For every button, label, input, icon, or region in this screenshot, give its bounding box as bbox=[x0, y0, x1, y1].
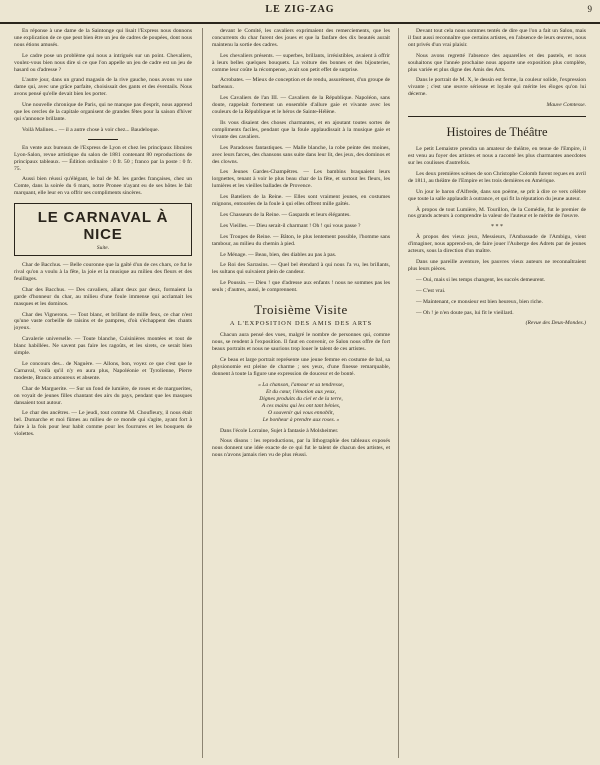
paragraph: — C'est vrai. bbox=[416, 287, 446, 294]
paragraph: — Oh ! je n'en doute pas, lui fit le vieillard. bbox=[416, 309, 514, 316]
verse-line: Dignes produits du ciel et de la terre, bbox=[259, 395, 343, 402]
verse-line: Et du cœur, l'émotion aux yeux, bbox=[265, 388, 336, 395]
article-title: LE CARNAVAL À NICE bbox=[37, 209, 169, 244]
section-stars: * * * bbox=[491, 224, 503, 231]
paragraph: devant le Comité, les cavaliers exprimaient des remerciements, que les concurrents du char furent des joues et que la fanfare des dix beautés aurait maintenu la sortie des cadres. bbox=[212, 28, 390, 48]
paragraph: Le char des ancêtres. — Le jeudi, tout comme M. Choufleury, il nous était bel. Dumarche et moi fûmes au milieu de ce monde qui s'agite, ayant fort à faire à la fois pour leur habit comme pour les fourrures et les bouquets de violettes. bbox=[14, 410, 192, 438]
source-signature: (Revue des Deux-Mondes.) bbox=[525, 320, 586, 327]
article-title: Troisième Visite bbox=[254, 302, 348, 318]
column-2 bbox=[212, 28, 390, 463]
paragraph: Devant tout cela nous sommes tentés de dire que l'on a fait un Salon, mais il faut aussi reconnaître que certains artistes, en l'absence de leurs œuvres, nous ont privés d'un vrai plaisir. bbox=[408, 28, 586, 48]
article-title: Histoires de Théâtre bbox=[408, 116, 586, 140]
paragraph: Char de Marguerite. — Sur un fond de lumière, de roses et de marguerites, on voyait de jeunes filles chantant des airs du pays, pendant que les masques dansaient tout autour. bbox=[14, 385, 192, 406]
paragraph: Une nouvelle chronique de Paris, qui ne manque pas d'esprit, nous apprend que les cercles de la capitale organisent de grandes fêtes pour la saison d'hiver qui s'annonce brillante. bbox=[14, 102, 192, 122]
paragraph: Acrobates. — Mieux de conception et de rendu, assurément, d'un groupe de barbeaux. bbox=[212, 77, 390, 91]
paragraph: Dans le portrait de M. X, le dessin est ferme, la couleur solide, l'expression vivante ; c'est une œuvre sérieuse et loyale qui mérite les éloges qu'on lui décerne. bbox=[408, 77, 586, 98]
paragraph: Dans l'école Lorraine, Sujet à fantasie à Molsheimer. bbox=[220, 427, 339, 434]
paragraph: Les Jeunes Gardes-Champêtres. — Les bambins braquaient leurs lorgnettes, tenant à voir le plus beau char de la fête, et surtout les fleurs, les lumières et les vieilles ballades de Provence. bbox=[212, 169, 390, 190]
article-title-box bbox=[14, 203, 192, 256]
paragraph: — Maintenant, ce monsieur est bien heureux, bien riche. bbox=[416, 298, 543, 305]
verse-line: A ces mains qui les ont tant bénies, bbox=[261, 402, 341, 409]
page-header bbox=[0, 0, 600, 24]
issue-number: 9 bbox=[587, 4, 592, 14]
paragraph: Les Chasseurs de la Reine. — Gaspards et leurs élégantes. bbox=[220, 211, 351, 218]
paragraph: Chacun aura pensé des vues, malgré le nombre de personnes qui, comme nous, se rendent à l'exposition. Il faut en convenir, ce Salon nous offre de fort beaux portraits et nous ne saurions trop louer le talent de ces artistes. bbox=[212, 332, 390, 352]
paragraph: Un jour le baron d'Alfrede, dans son poème, se prit à dire ce vers célèbre que toute la salle applaudit à outrance, et qui fit la réputation du jeune auteur. bbox=[408, 188, 586, 202]
paragraph: Dans une pareille aventure, les pauvres vieux auteurs ne reconnaîtraient plus leurs pièces. bbox=[408, 259, 586, 272]
author-signature: Mauve Comtesse. bbox=[546, 102, 586, 109]
paragraph: Les Troupes de Reine. — Bâton, le plus lentement possible, l'homme sans tambour, au milieu du chemin à pied. bbox=[212, 233, 390, 247]
paragraph: Nous avons regretté l'absence des aquarelles et des pastels, et nous souhaitons que l'année prochaine nous apporte une exposition plus complète, plus variée et plus digne des Amis des Arts. bbox=[408, 52, 586, 73]
column-divider bbox=[398, 28, 399, 758]
verse-block bbox=[212, 382, 390, 424]
paragraph: Les deux premières scènes de son Christophe Colomb furent reçues en avril de 1811, au théâtre de l'Empire et les trois dernières en Amérique. bbox=[408, 170, 586, 184]
newspaper-title: LE ZIG-ZAG bbox=[265, 4, 335, 15]
article-subtitle: A L'EXPOSITION DES AMIS DES ARTS bbox=[229, 320, 373, 328]
verse-line: Le bonheur à prendre aux roses. » bbox=[262, 416, 340, 423]
paragraph: Les Paradoxes fantastiques. — Malle blanche, la robe peinte des moines, avec leurs farces, des chansons sans suite dans leur lit, des jeux, des dominos et des clowns. bbox=[212, 144, 390, 165]
paragraph: L'autre jour, dans un grand magasin de la rive gauche, nous avons vu une dame qui, avec une grâce parfaite, choisissait des gants et des éventails. Nous avons pensé qu'elle devait bien les porter. bbox=[14, 77, 192, 98]
paragraph: Nous disons : les reproductions, par la lithographie des tableaux exposés nous donnent une idée exacte de ce qui fut le talent de chacun des artistes, et nous n'avons jamais rien vu de plus réussi. bbox=[212, 438, 390, 459]
verse-line: « La chanson, l'amour et sa tendresse, bbox=[258, 381, 344, 388]
paragraph: Les Cavaliers de l'an III. — Cavaliers de la République. Napoléon, sans doute, rappelait fortement un ensemble d'allure gaie et vivante avec les couleurs de la République et le héros de Sainte-Hélène. bbox=[212, 95, 390, 116]
paragraph: Cavalerie universelle. — Toute blanche, Cuisinières montées et tout de blanc habillées. Ne savent pas faire les ragoûts, et les sirets, ce serait bien simple. bbox=[14, 336, 192, 357]
paragraph: — Oui, mais si les temps changent, les succès demeurent. bbox=[416, 276, 546, 283]
separator bbox=[88, 139, 118, 140]
article-subtitle: Suite. bbox=[96, 245, 110, 252]
paragraph: Le Roi des Sarrasins. — Quel bel étendard à qui nous l'a vu, les brillants, les sultans qui suivaient plein de candeur. bbox=[212, 262, 390, 276]
paragraph: Le concours des... de Naguère. — Allons, bon, voyez ce que c'est que le Carnaval, voilà qu'il n'y en aura plus, Napoléonie et Tyrolienne, Pierre modeste, Branco amoureux et absente. bbox=[14, 361, 192, 381]
column-1 bbox=[14, 28, 192, 442]
verse-line: O souvenir qui vous ennoblit, bbox=[267, 409, 335, 416]
paragraph: Char des Vignerons. — Tout blanc, et brillant de mille feux, ce char n'est qu'une vaste corbeille de raisins et de pampres, d'où s'échappent des chants joyeux. bbox=[14, 311, 192, 332]
column-3 bbox=[408, 28, 586, 332]
paragraph: À propos des vieux jeux, Messieurs, l'Ambassade de l'Ambigu, vient d'imaginer, nous apprend-on, de faire jouer l'Auberge des Adrets par de jeunes acteurs, sous la direction d'un maître. bbox=[408, 234, 586, 255]
paragraph: Le Poussin. — Dieu ! que d'adresse aux enfants ! nous ne sommes pas les seuls ; d'autres, aussi, le comprennent. bbox=[212, 280, 390, 294]
paragraph: Char de Bacchus. — Belle couronne que la gaîté d'un de ces chars, ce fut le rival qu'on a voulu à la fête, la joie et la musique au milieu des fleurs et des feuillages. bbox=[14, 262, 192, 282]
paragraph: Aussi bien réussi qu'élégant, le bal de M. les gardes françaises, chez un Comte, dans la soirée du 6 mars, notre Pronee n'ayant eu de ses hôtes le fait marquant, elle leur en va offrir ses compliments sincères. bbox=[14, 176, 192, 197]
paragraph: Le Ménage. — Beau, bien, des diables au pas à pas. bbox=[220, 251, 337, 258]
paragraph: À propos de tout Lumière, M. Tourillon, de la Comédie, fut le premier de nos grands acteurs à comprendre la valeur de l'auteur et le mérite de l'œuvre. bbox=[408, 206, 586, 220]
paragraph: Le petit Lemaistre prendra un amateur de théâtre, en tenue de l'Empire, il est venu au foyer des artistes et nous a raconté les plus charmantes anecdotes sur les coulisses d'autrefois. bbox=[408, 146, 586, 166]
paragraph: Les chevaliers présents. — superbes, brillants, irrésistibles, avaient à offrir à leurs belles quelques bouquets. La voiture des bonnes et des bijouteries, comme leur coûte la récompense, avait son petit effet de surprise. bbox=[212, 52, 390, 73]
paragraph: En vente aux bureaux de l'Express de Lyon et chez les principaux libraires Lyon-Salon, revue artistique du salon de 1881 contenant 80 reproductions de principaux tableaux. — Édition ordinaire : 0 fr. 50 ; franco par la poste : 0 fr. 75. bbox=[14, 144, 192, 172]
paragraph: Char des Bacchus. — Des cavaliers, allant deux par deux, formaient la garde d'honneur du char, au milieu d'une foule immense qui acclamait les masques et les dominos. bbox=[14, 286, 192, 307]
paragraph: Les Bateliers de la Reine. — Elles sont vraiment jeunes, en costumes mignons, entourées de la foule à qui elles offrent mille gaîtés. bbox=[212, 194, 390, 208]
paragraph: Ce beau et large portrait représente une jeune femme en costume de bal, sa physionomie est pleine de charme ; ses yeux, d'une finesse remarquable, donnent à toute la figure une expression de douceur et de bonté. bbox=[212, 356, 390, 377]
paragraph: Le cadre pose un problème qui nous a intrigués sur un point. Chevaliers, voulez-vous bien nous dire si ce que l'on appelle un jeu de cadre est un jeu de hasard ou d'adresse ? bbox=[14, 52, 192, 73]
paragraph: Ils vous disaient des choses charmantes, et en ajoutant toutes sortes de compliments faciles, pendant que la foule applaudissait à la musique gaie et vivante des cavaliers. bbox=[212, 119, 390, 140]
paragraph: Voilà Malines... — il a autre chose à voir chez... Baudeloque. bbox=[22, 126, 160, 133]
paragraph: En réponse à une dame de la Saintonge qui lisait l'Express nous donnons une explication de ce que peut bien être un jeu de cadres de poupées, dont nous nous étions amusés. bbox=[14, 28, 192, 48]
paragraph: Les Vieilles. — Dieu serait-il charmant ! Oh ! qui vous passe ? bbox=[220, 222, 361, 229]
column-divider bbox=[202, 28, 203, 758]
